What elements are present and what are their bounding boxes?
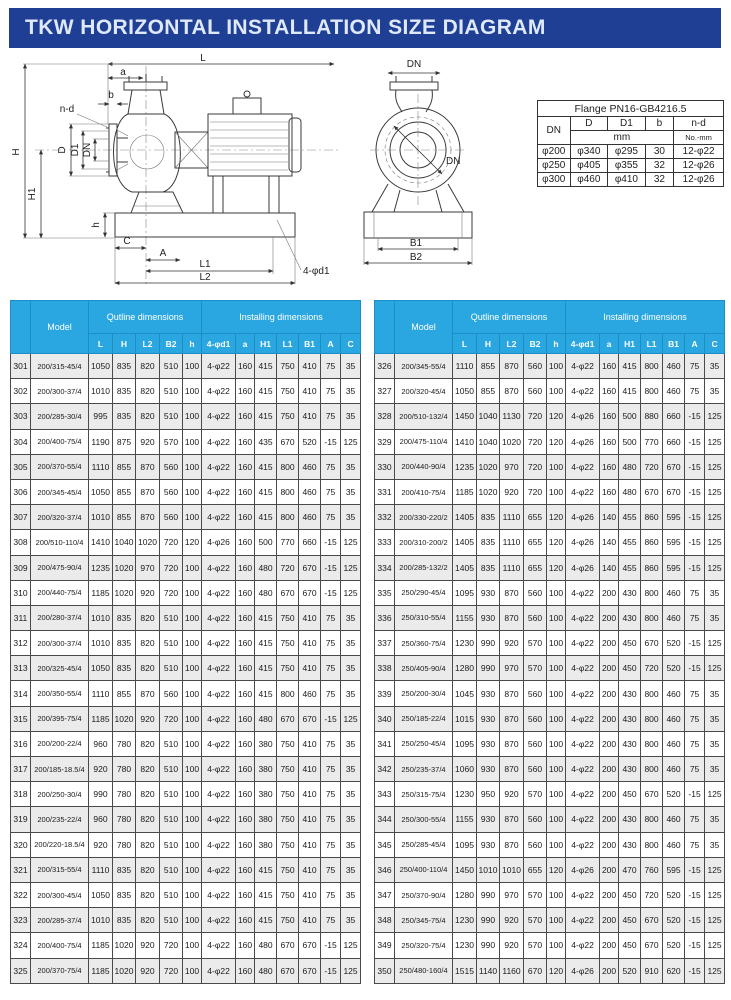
dim-label-DN-bore: DN — [446, 156, 461, 167]
table-row: 320 200/220-18.5/4 920 780 820 510 100 4-φ22 160 380 750 410 75 35 — [11, 832, 361, 857]
table-row: 327 200/320-45/4 1050 855 870 560 100 4-φ22 160 415 800 460 75 35 — [375, 379, 725, 404]
table-row: 347 250/370-90/4 1280 990 970 570 100 4-φ22 200 450 720 520 -15 125 — [375, 882, 725, 907]
column-header: L — [89, 334, 113, 354]
table-row: 344 250/300-55/4 1155 930 870 560 100 4-φ22 200 430 800 460 75 35 — [375, 807, 725, 832]
pump-table-left-body — [11, 354, 361, 984]
dim-label-4-d1: 4-φd1 — [303, 266, 330, 277]
table-row: 342 250/235-37/4 1060 930 870 560 100 4-φ22 200 430 800 460 75 35 — [375, 757, 725, 782]
column-header: C — [341, 334, 361, 354]
dim-label-H1: H1 — [27, 187, 38, 201]
outline-group-header: Qutline dimensions — [453, 301, 566, 334]
column-header: h — [547, 334, 566, 354]
column-header: C — [705, 334, 725, 354]
table-row: 341 250/250-45/4 1095 930 870 560 100 4-φ22 200 430 800 460 75 35 — [375, 731, 725, 756]
dim-label-B1: B1 — [409, 238, 423, 249]
dim-label-B2: B2 — [409, 252, 423, 263]
table-row: 306 200/345-45/4 1050 855 870 560 100 4-φ22 160 415 800 460 75 35 — [11, 479, 361, 504]
table-row: 331 200/410-75/4 1185 1020 920 720 100 4-φ22 160 480 670 670 -15 125 — [375, 479, 725, 504]
table-row: 339 250/200-30/4 1045 930 870 560 100 4-φ22 200 430 800 460 75 35 — [375, 681, 725, 706]
table-row: 303 200/285-30/4 995 835 820 510 100 4-φ22 160 415 750 410 75 35 — [11, 404, 361, 429]
column-header: H1 — [619, 334, 641, 354]
dim-label-n-d: n-d — [59, 104, 75, 115]
dim-label-h: h — [91, 222, 102, 228]
dim-label-D1: D1 — [70, 143, 81, 157]
column-header: a — [236, 334, 255, 354]
table-row: 321 200/315-55/4 1110 835 820 510 100 4-φ22 160 415 750 410 75 35 — [11, 857, 361, 882]
dim-label-L2: L2 — [199, 272, 211, 283]
flange-col-b: b — [645, 117, 673, 131]
table-row: φ250 φ405 φ355 32 12-φ26 — [538, 159, 724, 173]
column-header: B1 — [663, 334, 685, 354]
table-row: 334 200/285-132/2 1405 835 1110 655 120 4-φ26 140 455 860 595 -15 125 — [375, 555, 725, 580]
table-row: 313 200/325-45/4 1050 835 820 510 100 4-φ22 160 415 750 410 75 35 — [11, 656, 361, 681]
dim-label-D: D — [57, 146, 68, 154]
model-header: Model — [31, 301, 89, 354]
dim-label-C: C — [123, 236, 131, 247]
table-row: 335 250/290-45/4 1095 930 870 560 100 4-φ22 200 430 800 460 75 35 — [375, 580, 725, 605]
table-row: 330 200/440-90/4 1235 1020 970 720 100 4-φ22 160 480 720 670 -15 125 — [375, 454, 725, 479]
pump-table-left — [10, 300, 360, 984]
table-row: 337 250/360-75/4 1230 990 920 570 100 4-φ22 200 450 670 520 -15 125 — [375, 631, 725, 656]
column-header: A — [685, 334, 705, 354]
table-row: 349 250/320-75/4 1230 990 920 570 100 4-φ22 200 450 670 520 -15 125 — [375, 933, 725, 958]
column-header: B2 — [524, 334, 547, 354]
dim-label-L: L — [200, 53, 206, 64]
side-view-diagram — [5, 52, 350, 296]
column-header: L1 — [641, 334, 663, 354]
table-row: φ300 φ460 φ410 32 12-φ26 — [538, 173, 724, 187]
dim-label-DN-top: DN — [406, 59, 422, 70]
flange-unit-mm: mm — [570, 131, 674, 145]
table-row: 307 200/320-37/4 1010 855 870 560 100 4-φ22 160 415 800 460 75 35 — [11, 505, 361, 530]
flange-col-dn: DN — [538, 117, 571, 145]
table-row: 338 250/405-90/4 1280 990 970 570 100 4-φ22 200 450 720 520 -15 125 — [375, 656, 725, 681]
table-row: 317 200/185-18.5/4 920 780 820 510 100 4-φ22 160 380 750 410 75 35 — [11, 757, 361, 782]
table-row: 350 250/480-160/4 1515 1140 1160 670 120 4-φ26 200 520 910 620 -15 125 — [375, 958, 725, 983]
installing-group-header: Installing dimensions — [202, 301, 361, 334]
column-header: h — [183, 334, 202, 354]
table-row: 340 250/185-22/4 1015 930 870 560 100 4-φ22 200 430 800 460 75 35 — [375, 706, 725, 731]
table-row: 310 200/440-75/4 1185 1020 920 720 100 4-φ22 160 480 670 670 -15 125 — [11, 580, 361, 605]
table-row: 332 200/330-220/2 1405 835 1110 655 120 4-φ26 140 455 860 595 -15 125 — [375, 505, 725, 530]
table-row: 309 200/475-90/4 1235 1020 970 720 100 4-φ22 160 480 720 670 -15 125 — [11, 555, 361, 580]
end-view-diagram — [350, 52, 515, 296]
table-row: 304 200/400-75/4 1190 875 920 570 100 4-φ22 160 435 670 520 -15 125 — [11, 429, 361, 454]
flange-table-body — [538, 145, 724, 187]
table-row: 314 200/350-55/4 1110 855 870 560 100 4-φ22 160 415 800 460 75 35 — [11, 681, 361, 706]
table-row: 346 250/400-110/4 1450 1010 1010 655 120 4-φ26 200 470 760 595 -15 125 — [375, 857, 725, 882]
column-header: B2 — [160, 334, 183, 354]
dim-label-DN: DN — [82, 142, 93, 158]
table-row: 343 250/315-75/4 1230 950 920 570 100 4-φ22 200 450 670 520 -15 125 — [375, 782, 725, 807]
dim-label-L1: L1 — [199, 259, 211, 270]
table-row: 312 200/300-37/4 1010 835 820 510 100 4-φ22 160 415 750 410 75 35 — [11, 631, 361, 656]
table-row: 301 200/315-45/4 1050 835 820 510 100 4-φ22 160 415 750 410 75 35 — [11, 354, 361, 379]
column-header: L — [453, 334, 477, 354]
table-row: 329 200/475-110/4 1410 1040 1020 720 120 4-φ26 160 500 770 660 -15 125 — [375, 429, 725, 454]
table-row: 324 200/400-75/4 1185 1020 920 720 100 4-φ22 160 480 670 670 -15 125 — [11, 933, 361, 958]
table-row: 328 200/510-132/4 1450 1040 1130 720 120 4-φ26 160 500 880 660 -15 125 — [375, 404, 725, 429]
table-row: 318 200/250-30/4 990 780 820 510 100 4-φ22 160 380 750 410 75 35 — [11, 782, 361, 807]
column-header: L2 — [500, 334, 524, 354]
table-row: 302 200/300-37/4 1010 835 820 510 100 4-φ22 160 415 750 410 75 35 — [11, 379, 361, 404]
installing-group-header: Installing dimensions — [566, 301, 725, 334]
column-header: H1 — [255, 334, 277, 354]
table-row: 311 200/280-37/4 1010 835 820 510 100 4-φ22 160 415 750 410 75 35 — [11, 605, 361, 630]
row-number-header — [11, 301, 31, 354]
table-row: 322 200/300-45/4 1050 835 820 510 100 4-φ22 160 415 750 410 75 35 — [11, 882, 361, 907]
table-row: 315 200/395-75/4 1185 1020 920 720 100 4-φ22 160 480 670 670 -15 125 — [11, 706, 361, 731]
table-row: 325 200/370-75/4 1185 1020 920 720 100 4-φ22 160 480 670 670 -15 125 — [11, 958, 361, 983]
table-row: 333 200/310-200/2 1405 835 1110 655 120 4-φ26 140 455 860 595 -15 125 — [375, 530, 725, 555]
column-header: 4-φd1 — [202, 334, 236, 354]
dim-label-A: A — [159, 248, 167, 259]
table-row: 316 200/200-22/4 960 780 820 510 100 4-φ22 160 380 750 410 75 35 — [11, 731, 361, 756]
column-header: H — [113, 334, 136, 354]
column-header: B1 — [299, 334, 321, 354]
table-row: 323 200/285-37/4 1010 835 820 510 100 4-φ22 160 415 750 410 75 35 — [11, 908, 361, 933]
table-row: 319 200/235-22/4 960 780 820 510 100 4-φ22 160 380 750 410 75 35 — [11, 807, 361, 832]
flange-col-d: D — [570, 117, 608, 131]
column-header: A — [321, 334, 341, 354]
flange-unit-nd: No.-mm — [674, 131, 724, 145]
table-row: 305 200/370-55/4 1110 855 870 560 100 4-φ22 160 415 800 460 75 35 — [11, 454, 361, 479]
pump-table-right — [374, 300, 724, 984]
row-number-header — [375, 301, 395, 354]
dim-label-H: H — [11, 148, 22, 156]
dim-label-b: b — [108, 90, 114, 101]
page-title-text: TKW HORIZONTAL INSTALLATION SIZE DIAGRAM — [25, 16, 546, 39]
table-row: 348 250/345-75/4 1230 990 920 570 100 4-φ22 200 450 670 520 -15 125 — [375, 908, 725, 933]
column-header: L1 — [277, 334, 299, 354]
flange-table-title: Flange PN16-GB4216.5 — [538, 101, 724, 117]
table-row: φ200 φ340 φ295 30 12-φ22 — [538, 145, 724, 159]
table-row: 308 200/510-110/4 1410 1040 1020 720 120 4-φ26 160 500 770 660 -15 125 — [11, 530, 361, 555]
outline-group-header: Qutline dimensions — [89, 301, 202, 334]
page-title — [9, 8, 721, 48]
column-header: 4-φd1 — [566, 334, 600, 354]
column-header: a — [600, 334, 619, 354]
pump-table-right-body — [375, 354, 725, 984]
flange-table — [537, 100, 724, 187]
flange-col-nd: n-d — [674, 117, 724, 131]
model-header: Model — [395, 301, 453, 354]
table-row: 326 200/345-55/4 1110 855 870 560 100 4-φ22 160 415 800 460 75 35 — [375, 354, 725, 379]
dim-label-a: a — [120, 67, 126, 78]
table-row: 345 250/285-45/4 1095 930 870 560 100 4-φ22 200 430 800 460 75 35 — [375, 832, 725, 857]
column-header: L2 — [136, 334, 160, 354]
table-row: 336 250/310-55/4 1155 930 870 560 100 4-φ22 200 430 800 460 75 35 — [375, 605, 725, 630]
column-header: H — [477, 334, 500, 354]
flange-col-d1: D1 — [608, 117, 646, 131]
